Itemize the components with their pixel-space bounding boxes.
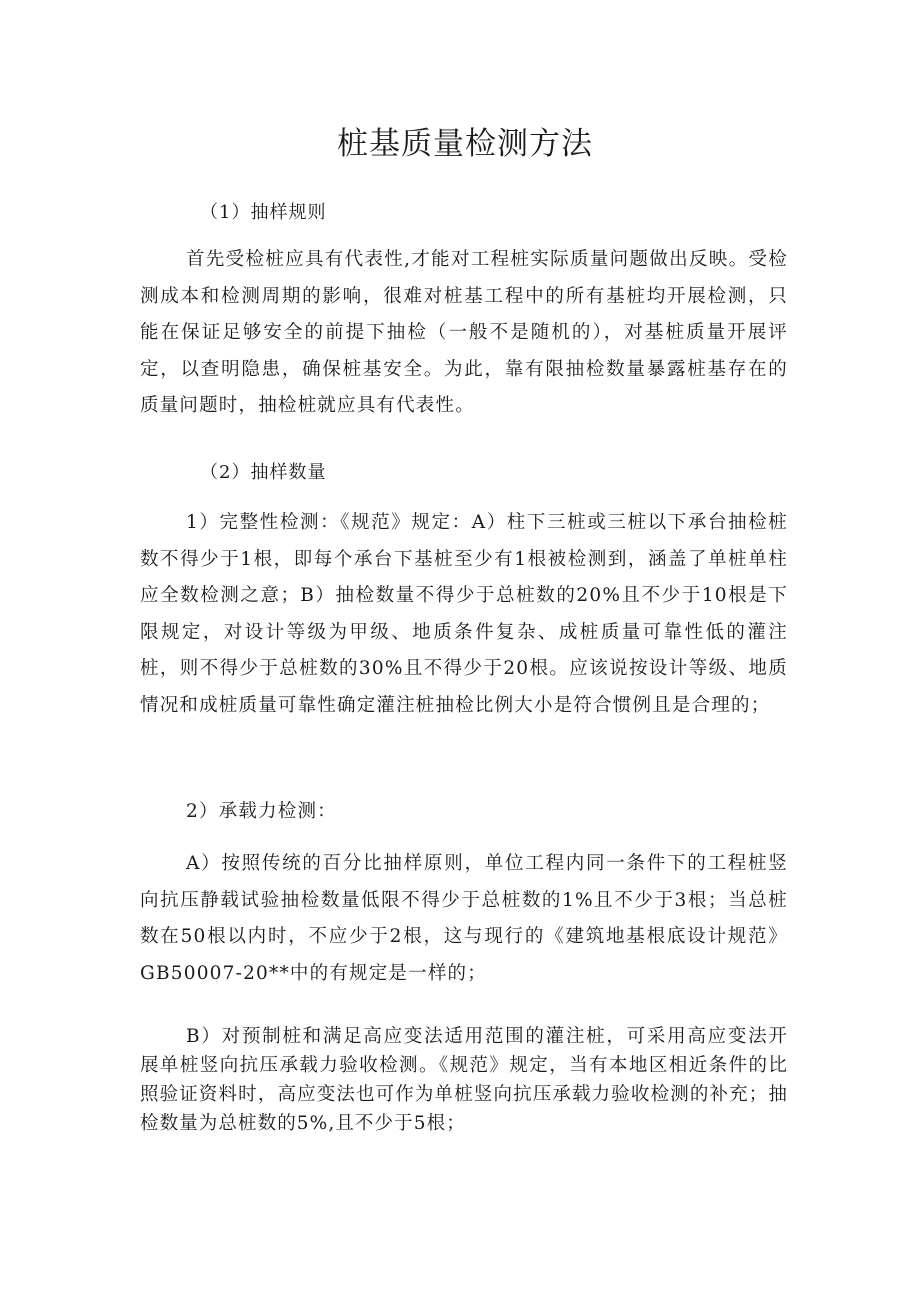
section-heading-sampling-quantity: （2）抽样数量 xyxy=(200,462,327,483)
paragraph-high-strain-test: B）对预制桩和满足高应变法适用范围的灌注桩，可采用高应变法开展单桩竖向抗压承载力验收检测。《规范》规定，当有本地区相近条件的比照验证资料时，高应变法也可作为单桩竖向抗压承载力验收检测的补充；抽检数量为总桩数的5%,且不少于5根； xyxy=(140,1026,788,1134)
paragraph-static-load-test: A）按照传统的百分比抽样原则，单位工程内同一条件下的工程桩竖向抗压静载试验抽检数量低限不得少于总桩数的1%且不少于3根；当总桩数在50根以内时，不应少于2根，这与现行的《建筑地基根底设计规范》GB50007-20**中的有规定是一样的； xyxy=(140,853,788,984)
paragraph-integrity-test: 1）完整性检测：《规范》规定：A）柱下三桩或三桩以下承台抽检桩数不得少于1根，即每个承台下基桩至少有1根被检测到，涵盖了单桩单柱应全数检测之意；B）抽检数量不得少于总桩数的20%且不少于10根是下限规定，对设计等级为甲级、地质条件复杂、成桩质量可靠性低的灌注桩，则不得少于总桩数的30%且不得少于20根。应该说按设计等级、地质情况和成桩质量可靠性确定灌注桩抽检比例大小是符合惯例且是合理的； xyxy=(140,512,788,716)
section-heading-sampling-rules: （1）抽样规则 xyxy=(200,202,327,223)
document-title: 桩基质量检测方法 xyxy=(337,126,593,162)
paragraph-sampling-rules: 首先受检桩应具有代表性,才能对工程桩实际质量问题做出反映。受检测成本和检测周期的影响，很难对桩基工程中的所有基桩均开展检测，只能在保证足够安全的前提下抽检（一般不是随机的），对基桩质量开展评定，以查明隐患，确保桩基安全。为此，靠有限抽检数量暴露桩基存在的质量问题时，抽检桩就应具有代表性。 xyxy=(140,249,788,416)
paragraph-bearing-capacity-heading: 2）承载力检测： xyxy=(186,801,337,822)
